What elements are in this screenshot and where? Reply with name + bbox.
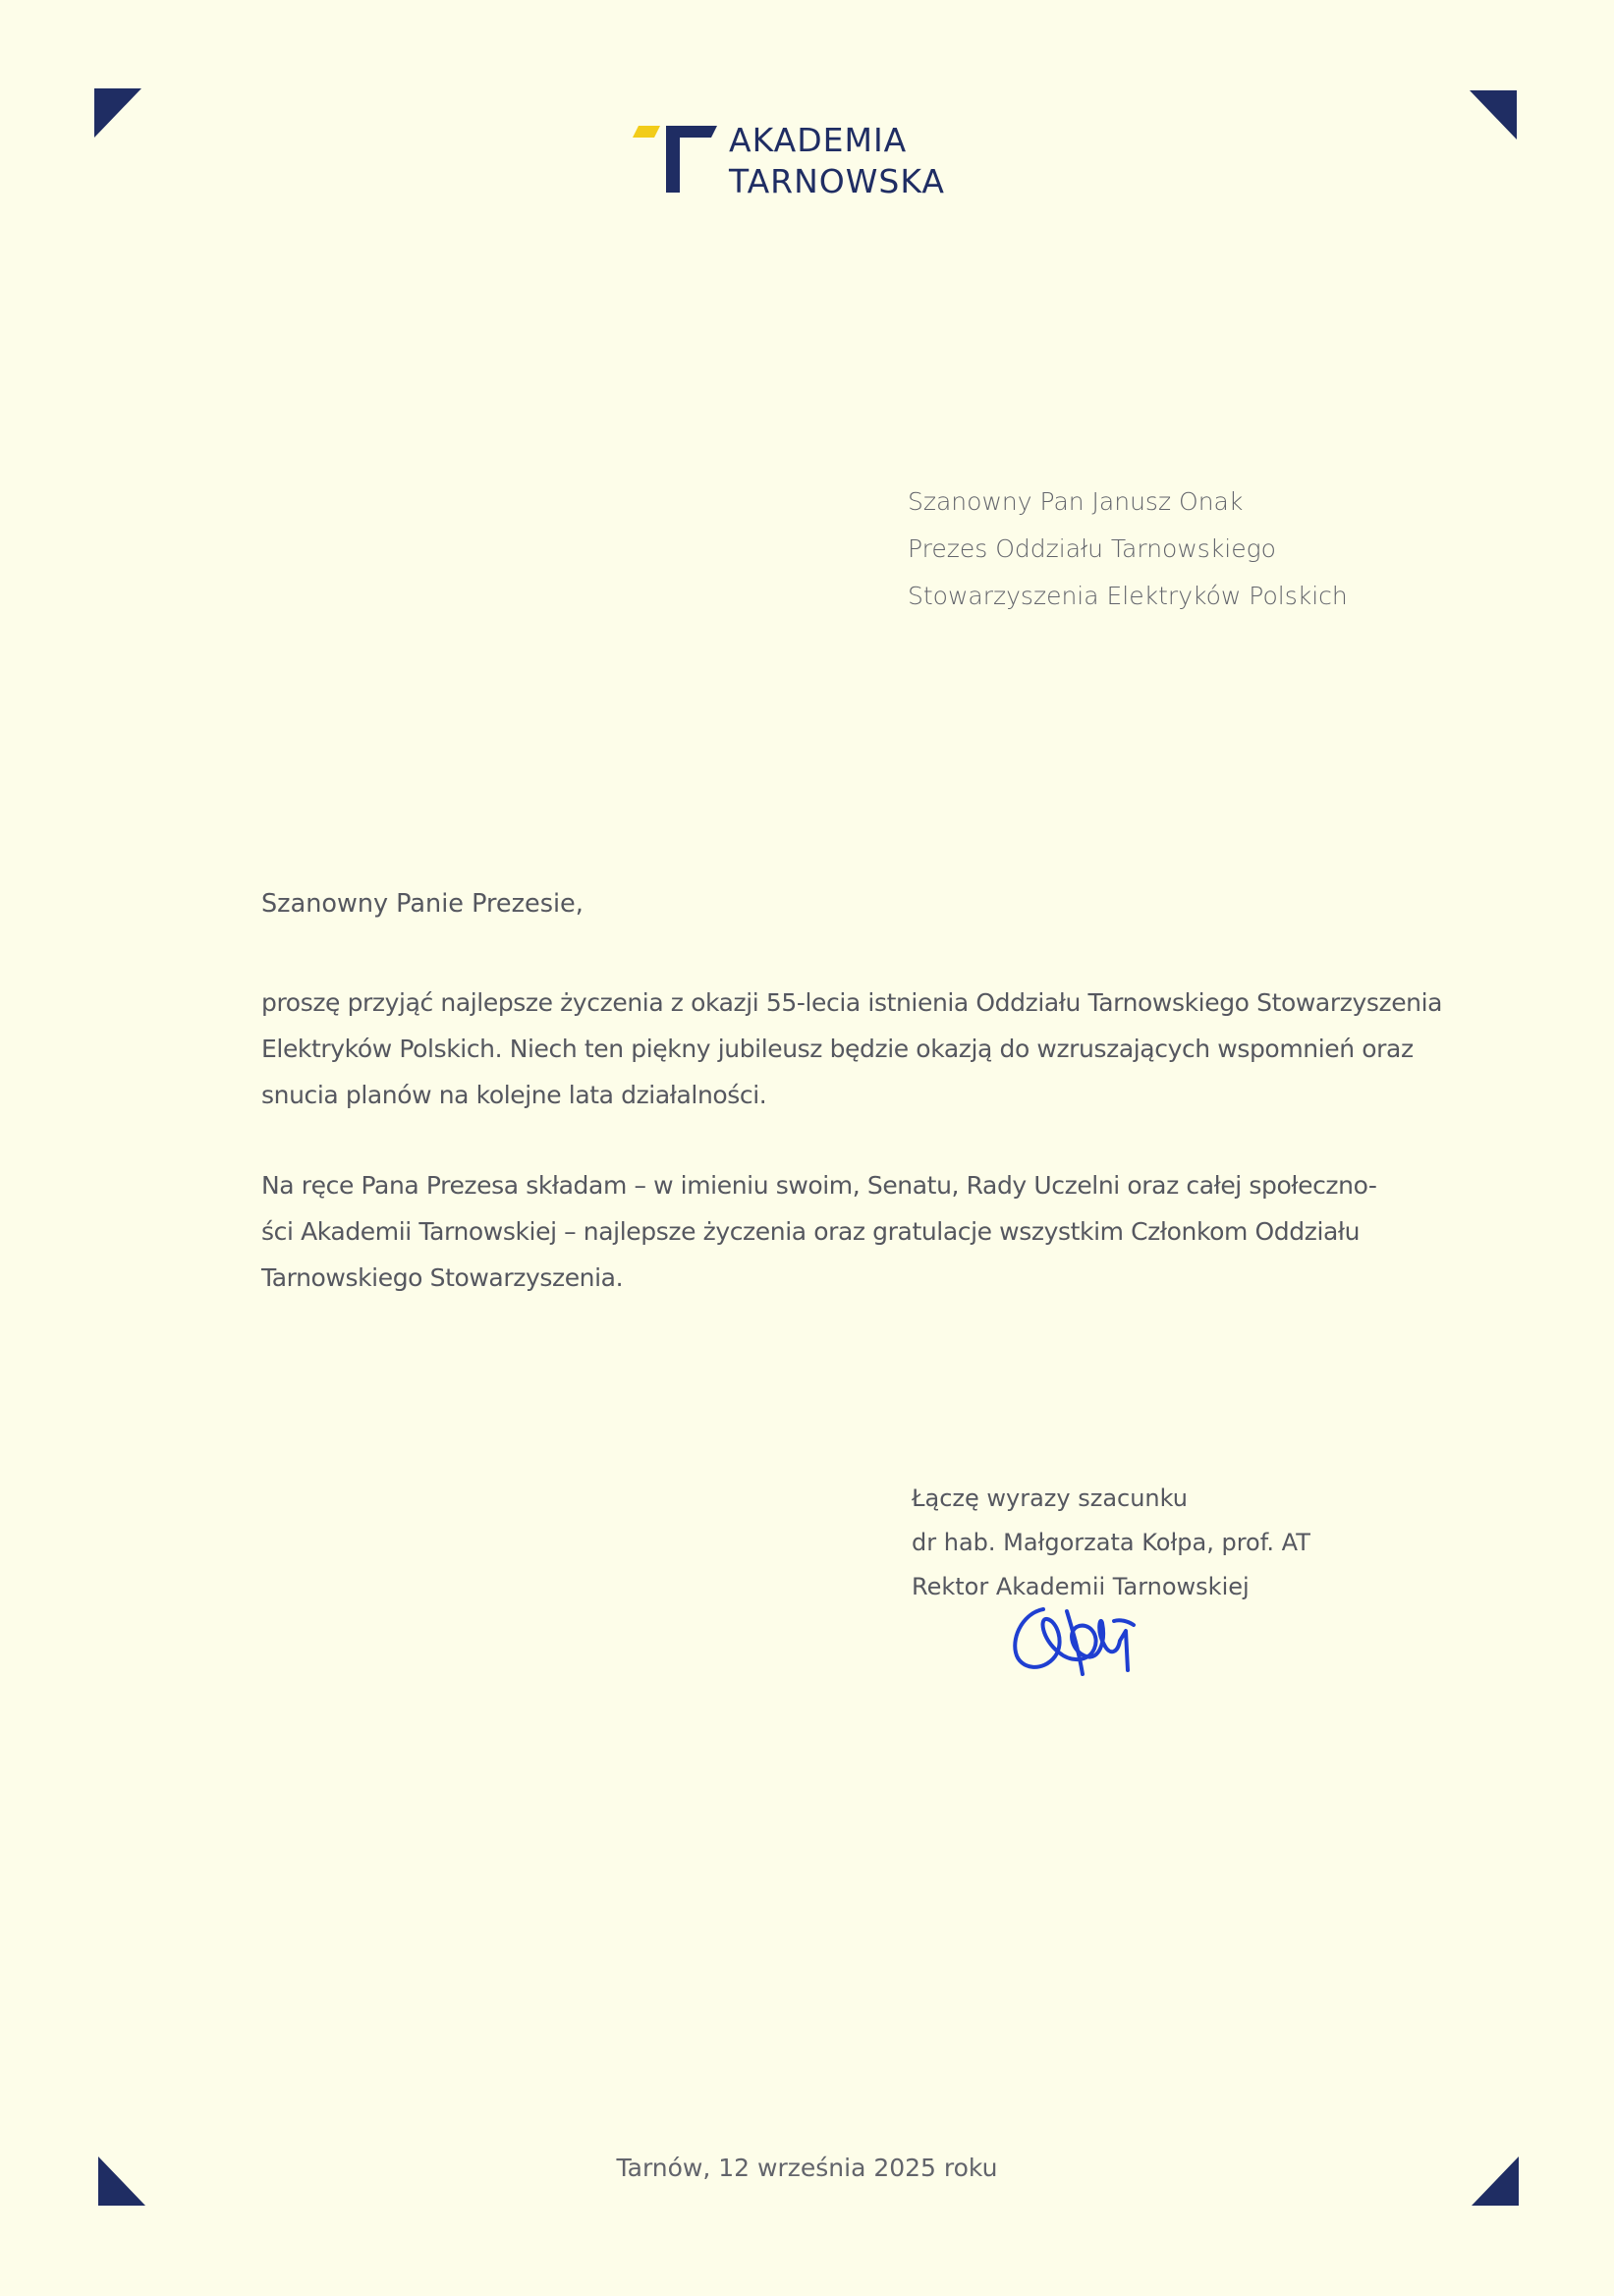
signatory-title: Rektor Akademii Tarnowskiej xyxy=(912,1573,1250,1600)
paragraph-line: ści Akademii Tarnowskiej – najlepsze życzenia oraz gratulacje wszystkim Członkom Oddziału xyxy=(261,1217,1361,1246)
logo-line-2: TARNOWSKA xyxy=(729,162,945,200)
corner-mark-top-right xyxy=(1470,90,1517,140)
place-and-date: Tarnów, 12 września 2025 roku xyxy=(616,2154,998,2182)
recipient-position: Prezes Oddziału Tarnowskiego xyxy=(908,534,1276,563)
university-logo xyxy=(633,116,945,202)
recipient-organization: Stowarzyszenia Elektryków Polskich xyxy=(908,582,1348,610)
paragraph-line: Elektryków Polskich. Niech ten piękny jubileusz będzie okazją do wzruszających wspomnień oraz xyxy=(261,1035,1414,1063)
signatory-name: dr hab. Małgorzata Kołpa, prof. AT xyxy=(912,1529,1310,1556)
body-paragraph-2 xyxy=(261,1162,1377,1301)
recipient-address xyxy=(908,478,1348,620)
closing-block xyxy=(912,1477,1310,1609)
handwritten-signature xyxy=(1004,1592,1151,1695)
recipient-name: Szanowny Pan Janusz Onak xyxy=(908,487,1244,516)
corner-mark-top-left xyxy=(94,88,141,138)
t-letter-logo-icon xyxy=(633,116,717,200)
logo-wordmark xyxy=(729,120,945,202)
paragraph-line: proszę przyjąć najlepsze życzenia z okazji 55-lecia istnienia Oddziału Tarnowskiego Stowarzyszenia xyxy=(261,988,1443,1017)
paragraph-line: Tarnowskiego Stowarzyszenia. xyxy=(261,1263,624,1292)
paragraph-line: Na ręce Pana Prezesa składam – w imieniu swoim, Senatu, Rady Uczelni oraz całej społeczno- xyxy=(261,1171,1377,1200)
body-paragraph-1 xyxy=(261,980,1443,1118)
logo-line-1: AKADEMIA xyxy=(729,121,908,159)
salutation: Szanowny Panie Prezesie, xyxy=(261,889,584,919)
paragraph-line: snucia planów na kolejne lata działalności. xyxy=(261,1081,767,1109)
closing-regards: Łączę wyrazy szacunku xyxy=(912,1484,1189,1512)
